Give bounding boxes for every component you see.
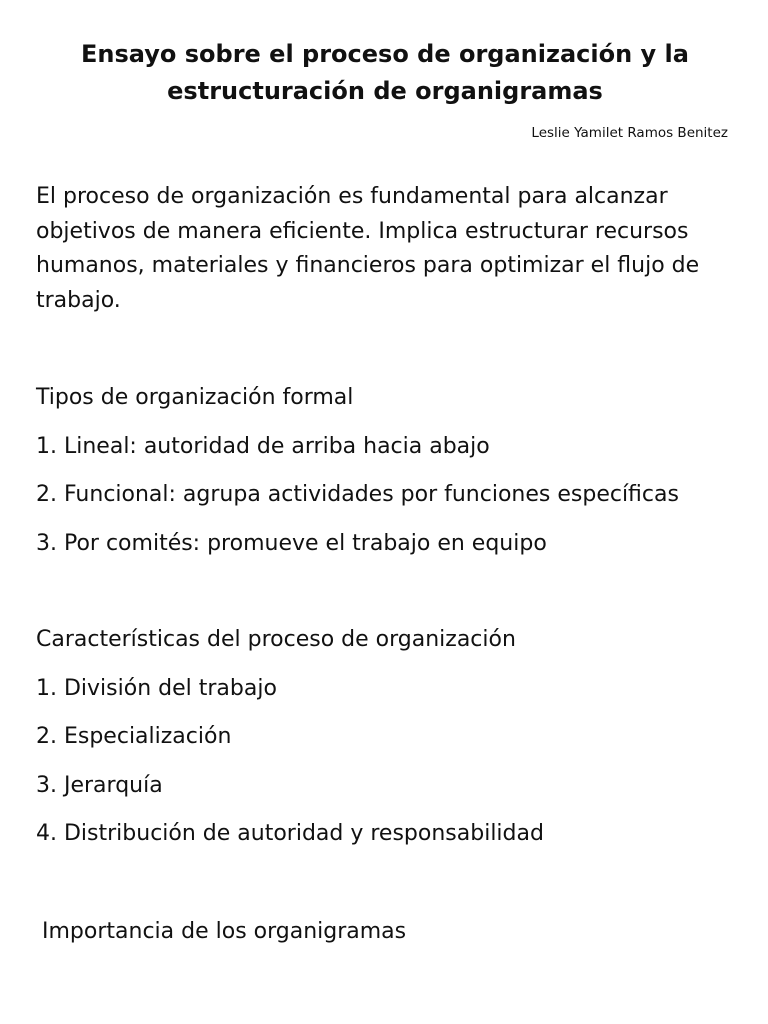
list-item: 1. División del trabajo <box>36 675 277 701</box>
list-item: 1. Lineal: autoridad de arriba hacia abajo <box>36 433 490 459</box>
list-item: 3. Por comités: promueve el trabajo en equipo <box>36 530 547 556</box>
section-heading-caracteristicas: Características del proceso de organización <box>36 627 516 652</box>
section-importancia <box>42 915 752 949</box>
list-item: 3. Jerarquía <box>36 772 163 798</box>
author-name: Leslie Yamilet Ramos Benitez <box>531 125 728 141</box>
intro-paragraph: El proceso de organización es fundamental para alcanzar objetivos de manera eficiente. Implica estructurar recursos humanos, materiales y financieros para optimizar el flujo de trabajo. <box>36 184 700 313</box>
section-tipos-organizacion <box>36 381 746 561</box>
list-caracteristicas <box>36 672 746 852</box>
section-heading-tipos: Tipos de organización formal <box>36 385 354 410</box>
list-item: 2. Funcional: agrupa actividades por funciones específicas <box>36 482 679 507</box>
list-item: 2. Especialización <box>36 724 232 749</box>
section-caracteristicas <box>36 623 746 851</box>
document-title: Ensayo sobre el proceso de organización y la estructuración de organigramas <box>81 40 689 105</box>
list-item: 4. Distribución de autoridad y responsabilidad <box>36 821 544 846</box>
list-tipos <box>36 430 746 561</box>
section-heading-importancia: Importancia de los organigramas <box>42 919 407 944</box>
